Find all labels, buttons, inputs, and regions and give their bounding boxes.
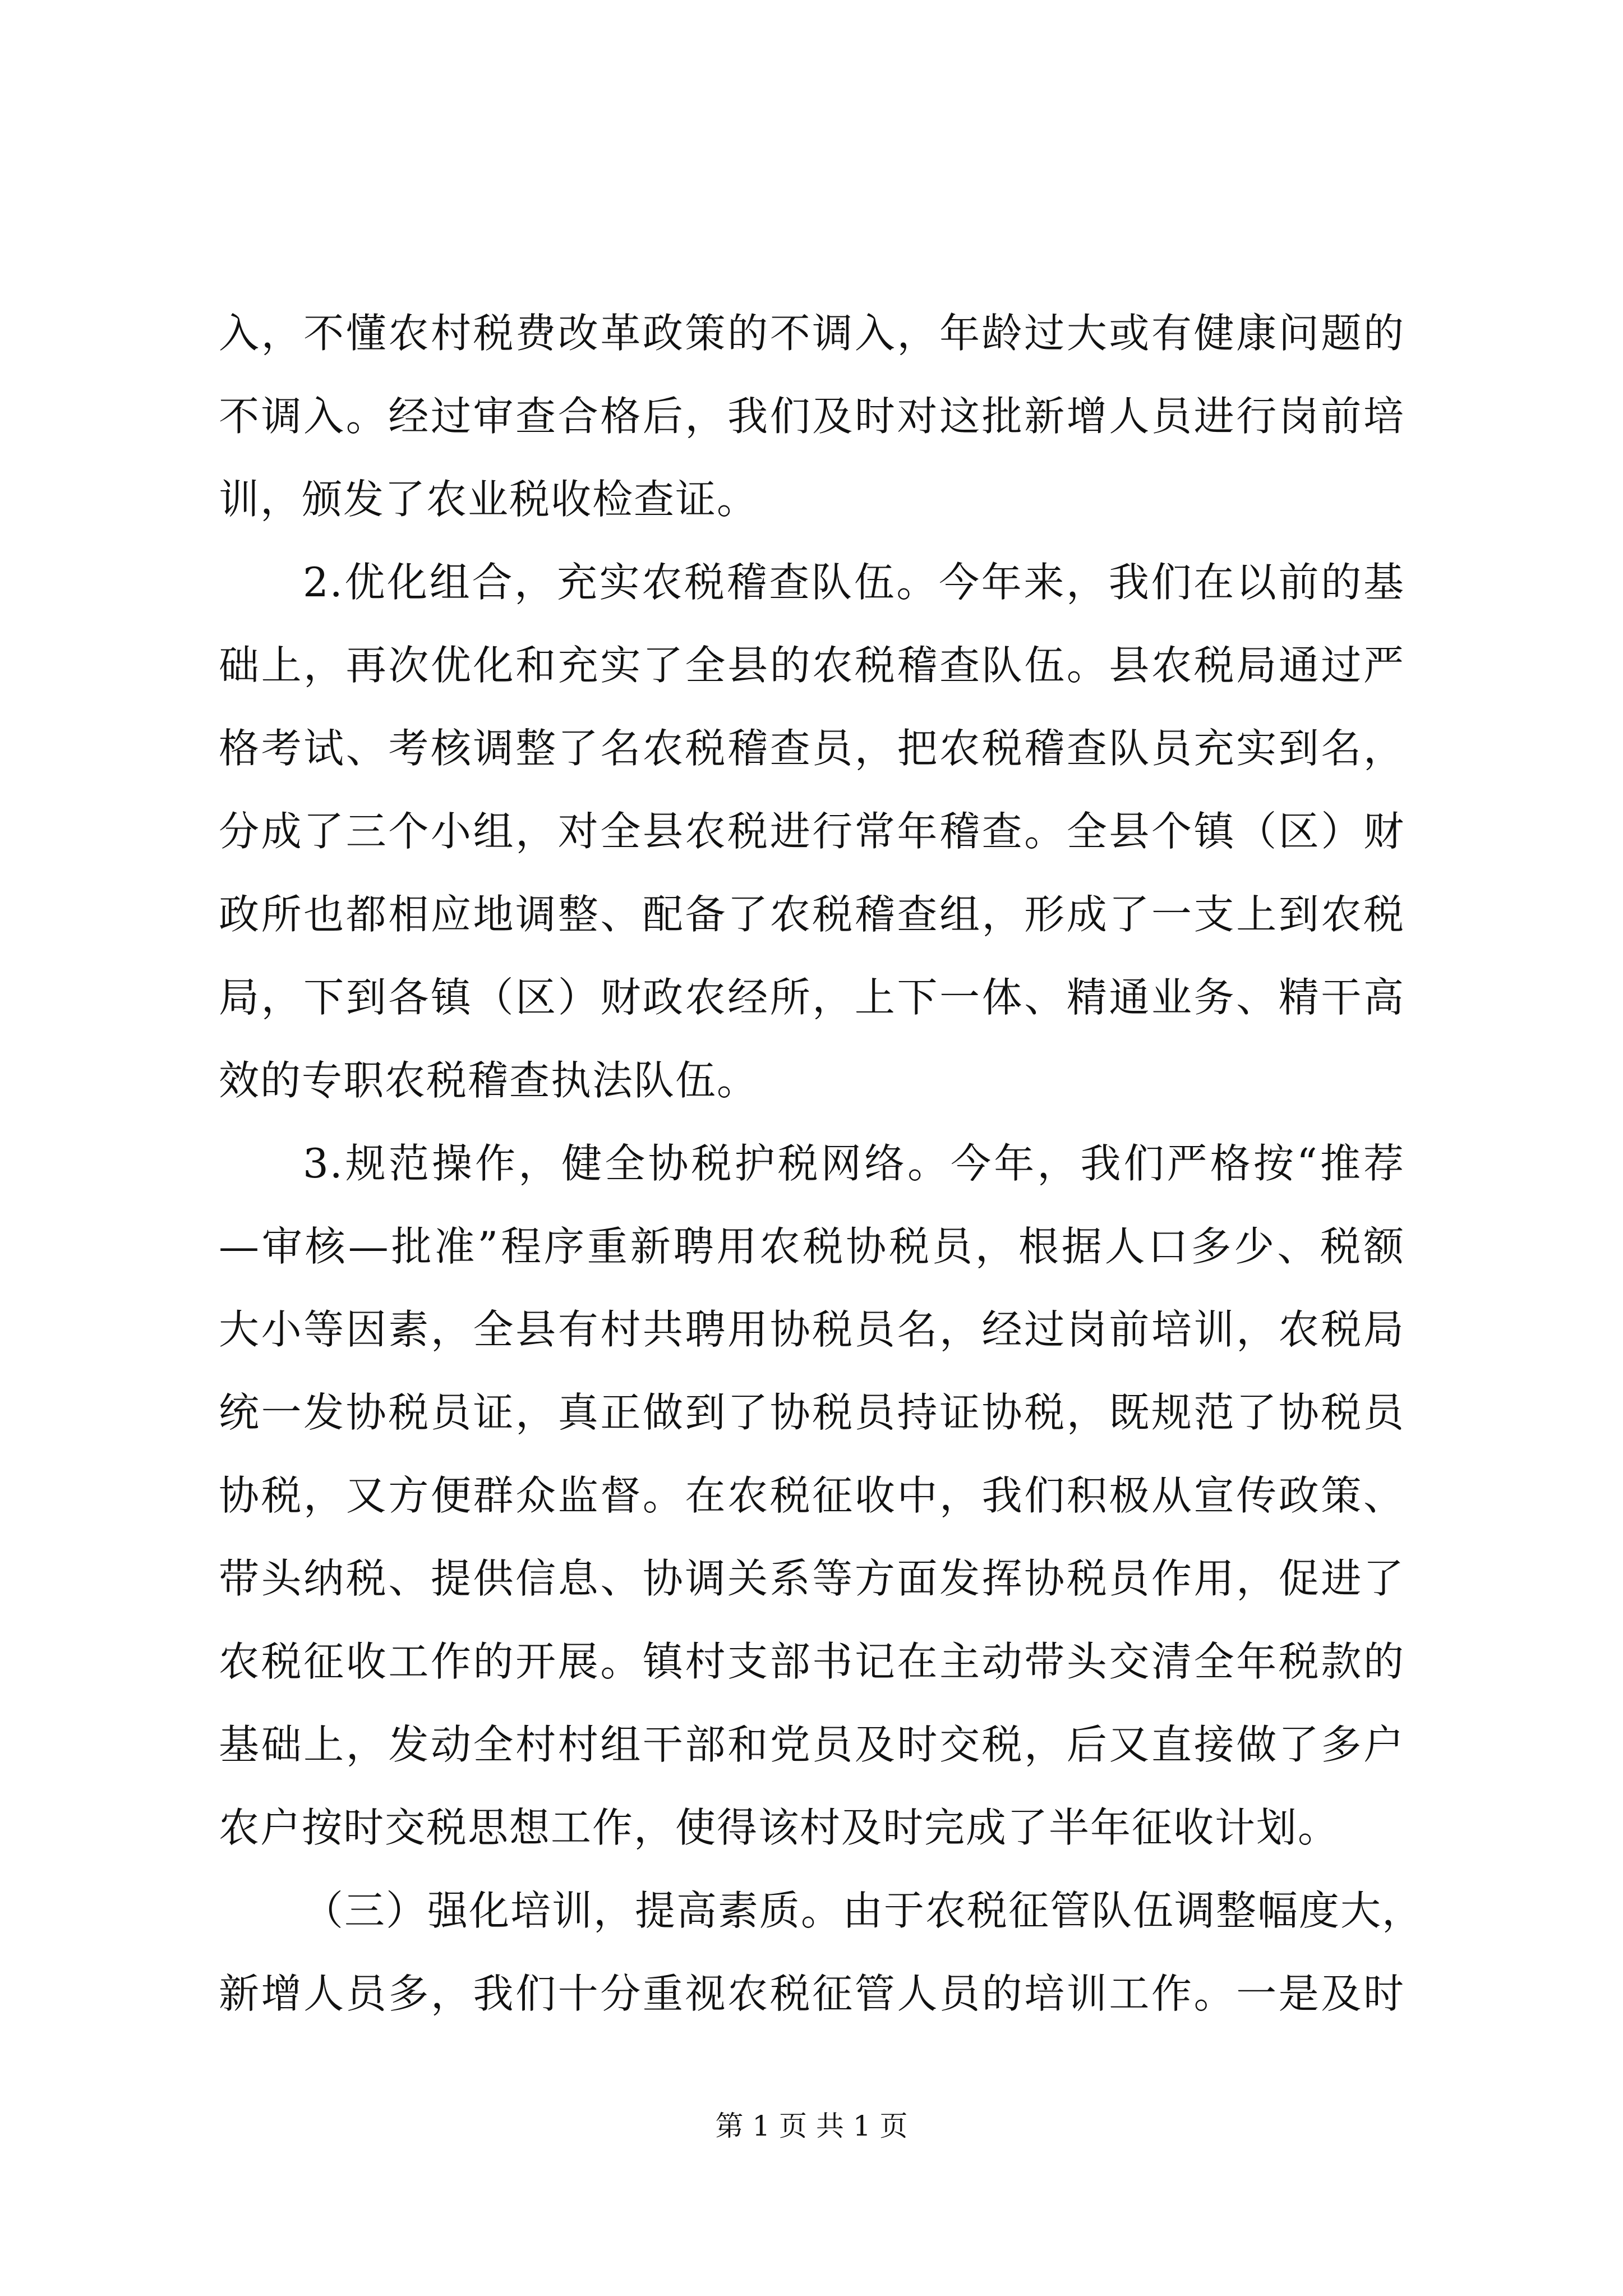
body-text: [219, 292, 1424, 2035]
page-footer: 第 1 页 共 1 页: [715, 2110, 908, 2142]
text-line: 带头纳税、提供信息、协调关系等方面发挥协税员作用，促进了: [219, 1555, 1405, 1602]
text-line: 协税，又方便群众监督。在农税征收中，我们积极从宣传政策、: [219, 1472, 1405, 1519]
paragraph-first-line: 3.规范操作，健全协税护税网络。今年，我们严格按“推荐: [303, 1140, 1405, 1187]
text-line: 政所也都相应地调整、配备了农税稽查组，形成了一支上到农税: [219, 891, 1405, 938]
text-line: 大小等因素，全县有村共聘用协税员名，经过岗前培训，农税局: [219, 1306, 1405, 1353]
text-line: 训，颁发了农业税收检查证。: [219, 476, 759, 523]
text-line: 局，下到各镇（区）财政农经所，上下一体、精通业务、精干高: [219, 974, 1405, 1021]
text-line: 入，不懂农村税费改革政策的不调入，年龄过大或有健康问题的: [219, 310, 1405, 357]
text-line: 分成了三个小组，对全县农税进行常年稽查。全县个镇（区）财: [219, 808, 1405, 855]
text-line: —审核—批准”程序重新聘用农税协税员，根据人口多少、税额: [219, 1223, 1405, 1270]
paragraph-first-line: 2.优化组合，充实农税稽查队伍。今年来，我们在以前的基: [303, 559, 1405, 606]
text-line: 统一发协税员证，真正做到了协税员持证协税，既规范了协税员: [219, 1389, 1405, 1436]
text-line: 基础上，发动全村村组干部和党员及时交税，后又直接做了多户: [219, 1721, 1405, 1768]
text-line: 格考试、考核调整了名农税稽查员，把农税稽查队员充实到名，: [219, 725, 1405, 772]
paragraph-first-line: （三）强化培训，提高素质。由于农税征管队伍调整幅度大，: [303, 1887, 1424, 1934]
text-line: 农税征收工作的开展。镇村支部书记在主动带头交清全年税款的: [219, 1638, 1405, 1685]
text-line: 效的专职农税稽查执法队伍。: [219, 1057, 759, 1104]
text-line: 新增人员多，我们十分重视农税征管人员的培训工作。一是及时: [219, 1970, 1405, 2017]
text-line: 农户按时交税思想工作，使得该村及时完成了半年征收计划。: [219, 1804, 1340, 1851]
text-line: 础上，再次优化和充实了全县的农税稽查队伍。县农税局通过严: [219, 642, 1405, 689]
text-line: 不调入。经过审查合格后，我们及时对这批新增人员进行岗前培: [219, 393, 1405, 440]
